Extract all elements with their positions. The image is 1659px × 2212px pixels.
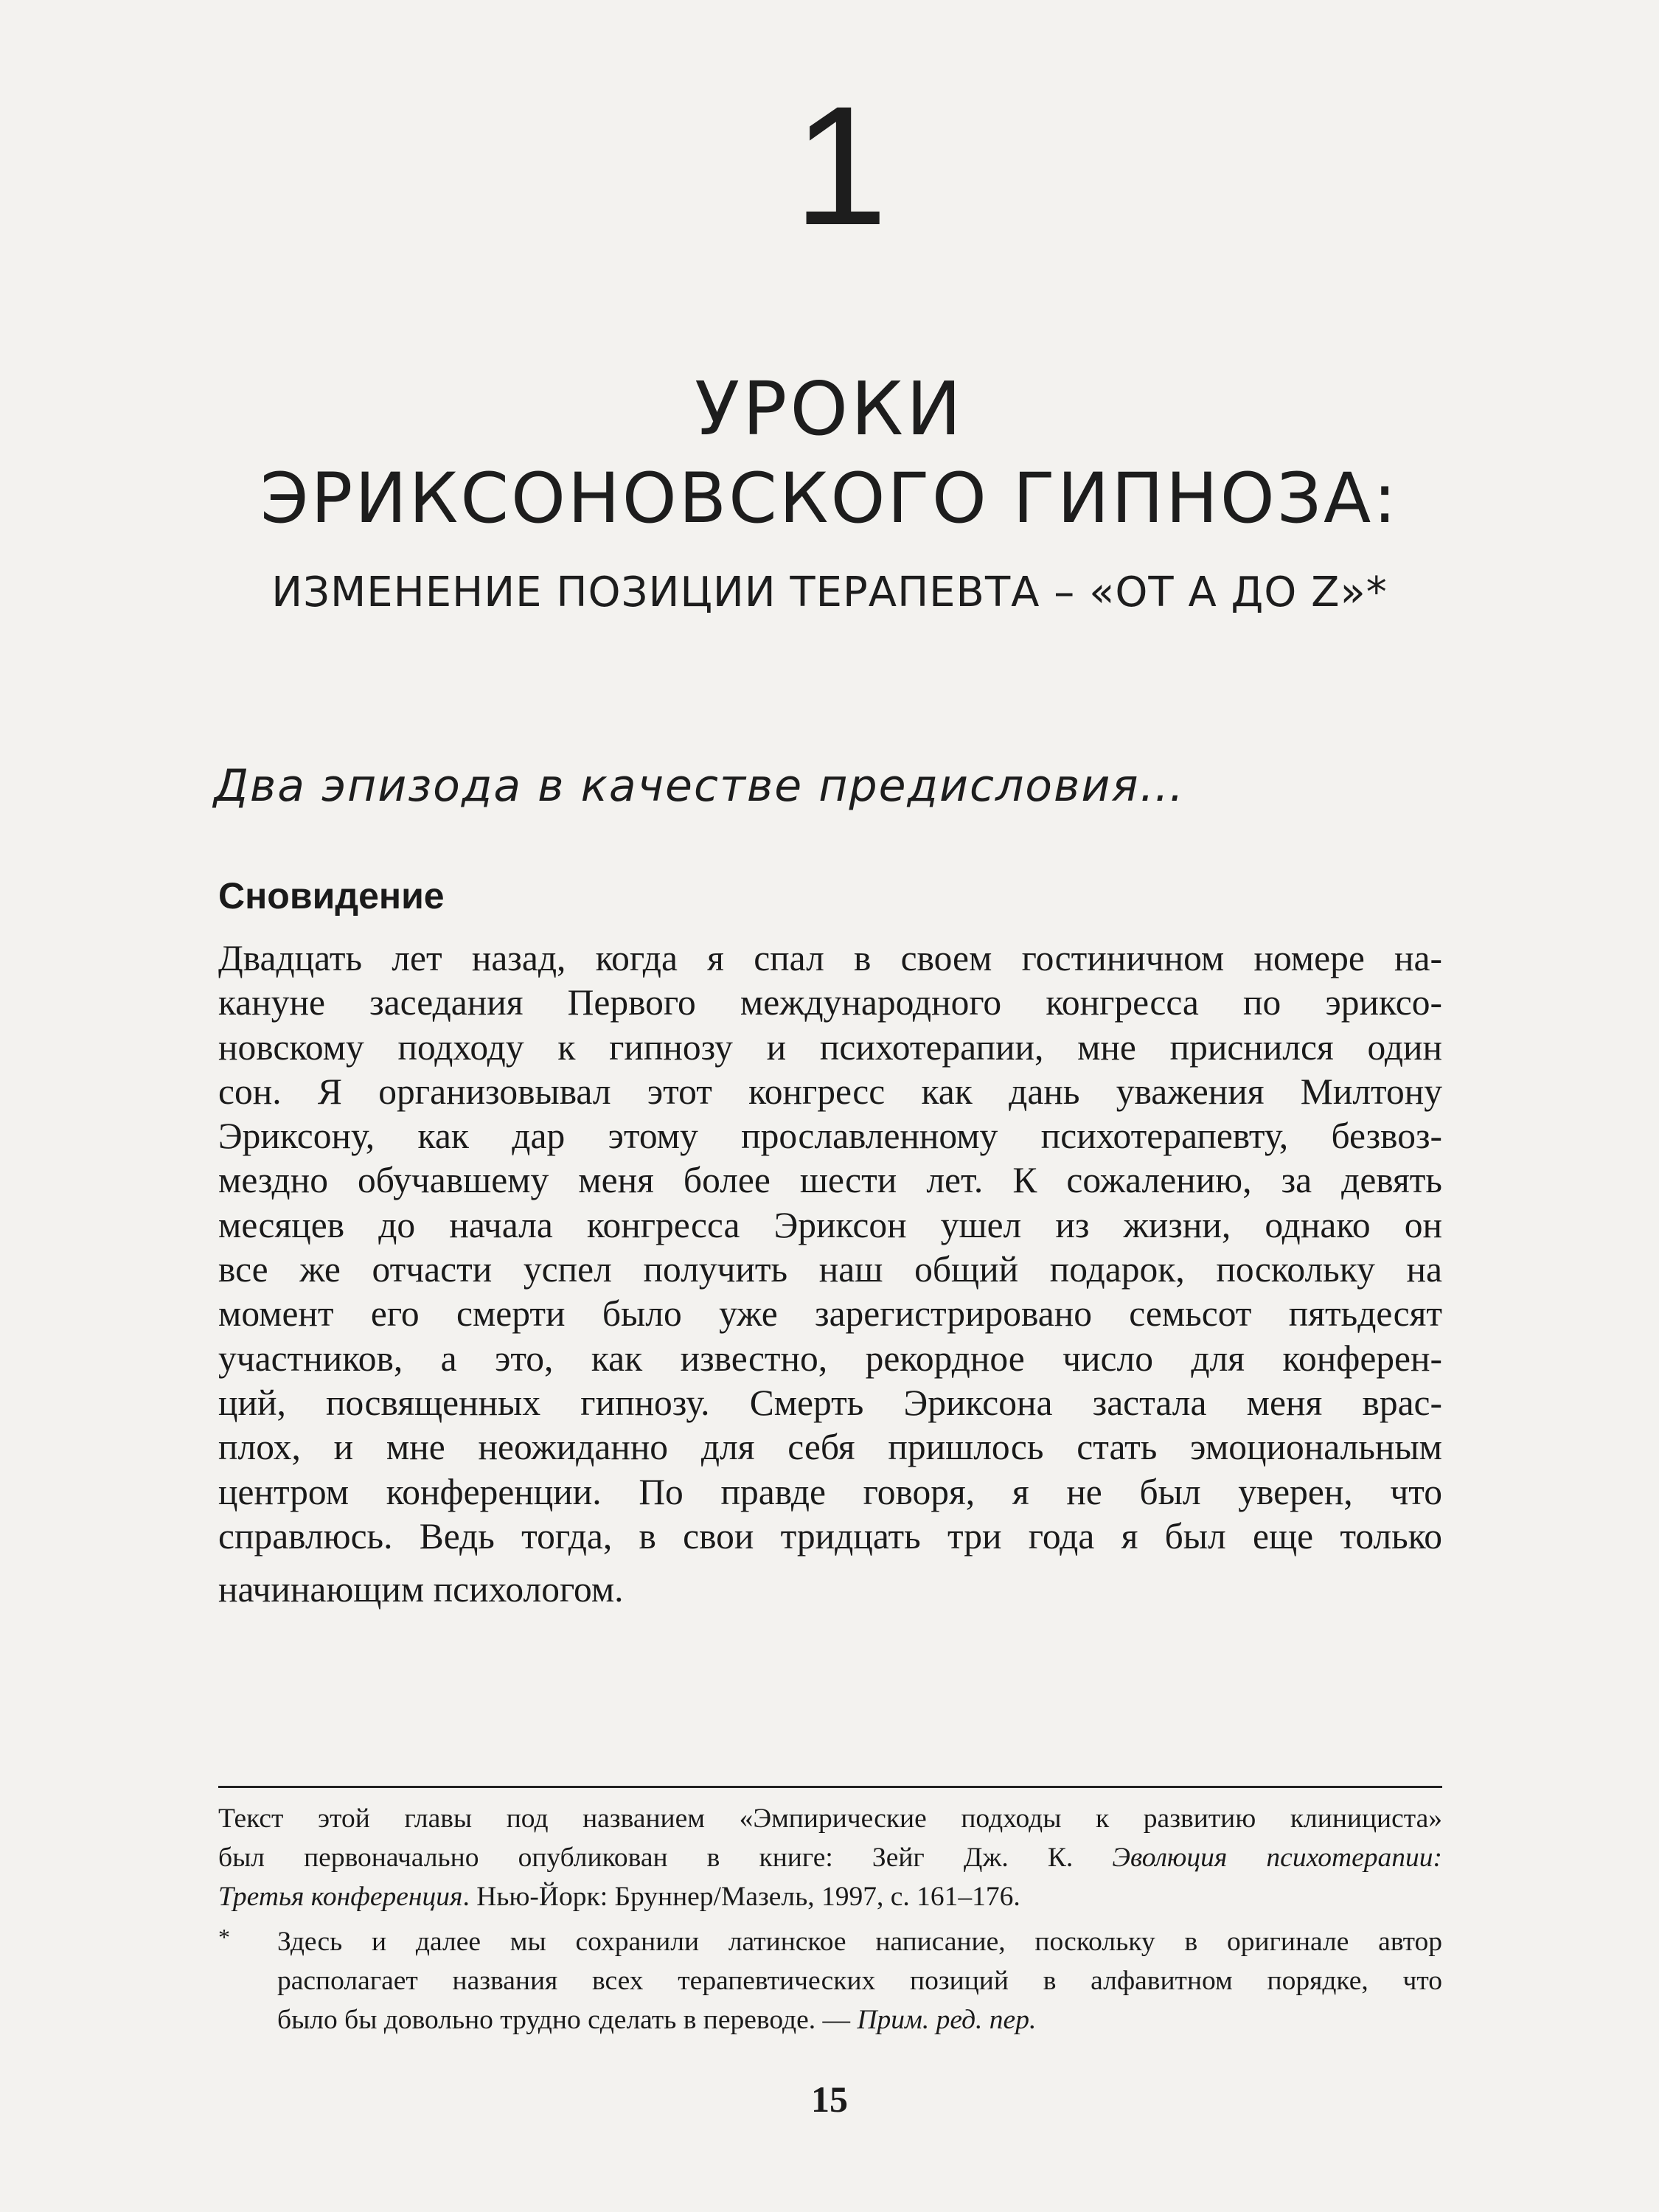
text-line: Эриксону, как дар этому прославленному психотерапевту, безвоз-: [218, 1116, 1442, 1157]
footnote-source: [218, 1799, 1442, 1916]
text-line: момент его смерти было уже зарегистрировано семьсот пятьдесят: [218, 1293, 1442, 1335]
page-number: 15: [811, 2079, 848, 2120]
chapter-title-line-2: ЭРИКСОНОВСКОГО ГИПНОЗА:: [260, 459, 1399, 539]
text-line: ций, посвященных гипнозу. Смерть Эриксона застала меня врас-: [218, 1382, 1442, 1423]
editor-note-italic: Прим. ред. пер.: [857, 2005, 1037, 2035]
text-line: справлюсь. Ведь тогда, в свои тридцать три года я был еще только: [218, 1515, 1442, 1557]
footnote-text: . Нью-Йорк: Бруннер/Мазель, 1997, с. 161–176.: [462, 1882, 1020, 1912]
book-title-italic: Эволюция психотерапии:: [1112, 1843, 1442, 1873]
body-paragraph: [218, 936, 1442, 1612]
chapter-title-line-1: УРОКИ: [695, 366, 964, 452]
text-line: начинающим психологом.: [218, 1569, 624, 1610]
text-line: месяцев до начала конгресса Эриксон ушел из жизни, однако он: [218, 1204, 1442, 1245]
text-line: участников, а это, как известно, рекордное число для конферен-: [218, 1338, 1442, 1379]
footnote-line: [277, 2000, 1442, 2039]
section-title: Два эпизода в качестве предисловия…: [214, 760, 1186, 812]
text-line: кануне заседания Первого международного конгресса по эриксо-: [218, 982, 1442, 1023]
text-line: мездно обучавшему меня более шести лет. К сожалению, за девять: [218, 1160, 1442, 1201]
footnote-body: [277, 1922, 1442, 2039]
text-line: сон. Я организовывал этот конгресс как дань уважения Милтону: [218, 1071, 1442, 1112]
footnote-divider: [218, 1786, 1442, 1788]
chapter-subtitle: ИЗМЕНЕНИЕ ПОЗИЦИИ ТЕРАПЕВТА – «ОТ А ДО Z»*: [271, 568, 1388, 616]
footnote-line: Текст этой главы под названием «Эмпирические подходы к развитию клинициста»: [218, 1804, 1442, 1834]
footnote-marker: *: [218, 1924, 230, 1950]
text-line: центром конференции. По правде говоря, я не был уверен, что: [218, 1471, 1442, 1512]
footnote-line: [218, 1877, 1442, 1916]
book-title-italic: Третья конференция: [218, 1882, 463, 1912]
footnote-text: было бы довольно трудно сделать в переводе. —: [277, 2005, 858, 2035]
footnote-line: [218, 1838, 1442, 1877]
subheading: Сновидение: [218, 875, 445, 917]
footnote-line: Здесь и далее мы сохранили латинское написание, поскольку в оригинале автор: [277, 1927, 1442, 1957]
footnote-line: располагает названия всех терапевтических позиций в алфавитном порядке, что: [277, 1966, 1442, 1996]
footnote-text: был первоначально опубликован в книге: Зейг Дж. К.: [218, 1843, 1113, 1873]
text-line: плох, и мне неожиданно для себя пришлось стать эмоциональным: [218, 1427, 1442, 1468]
text-line: Двадцать лет назад, когда я спал в своем гостиничном номере на-: [218, 938, 1442, 978]
text-line: новскому подходу к гипнозу и психотерапии, мне приснился один: [218, 1026, 1442, 1068]
chapter-number: 1: [793, 71, 888, 260]
text-line: все же отчасти успел получить наш общий подарок, поскольку на: [218, 1249, 1442, 1290]
